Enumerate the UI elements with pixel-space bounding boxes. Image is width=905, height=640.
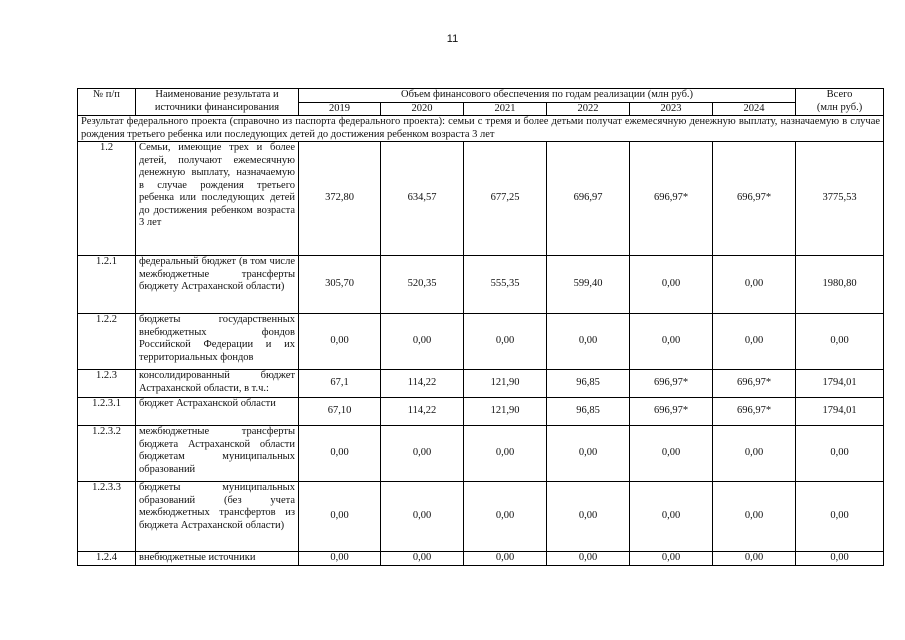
row-number: 1.2 <box>78 142 136 256</box>
row-number: 1.2.1 <box>78 256 136 314</box>
value-cell: 114,22 <box>381 370 464 398</box>
table-row <box>78 370 884 398</box>
row-number: 1.2.4 <box>78 552 136 566</box>
header-year: 2019 <box>299 102 381 116</box>
value-cell: 696,97 <box>547 142 630 256</box>
row-name: бюджеты муниципальных образований (без учета межбюджетных трансфертов из бюджета Астраханской области) <box>136 482 299 552</box>
header-total-line2: (млн руб.) <box>816 101 863 113</box>
value-cell: 0,00 <box>299 552 381 566</box>
value-cell: 0,00 <box>547 482 630 552</box>
total-cell: 0,00 <box>796 426 884 482</box>
value-cell: 96,85 <box>547 370 630 398</box>
value-cell: 0,00 <box>713 482 796 552</box>
header-year: 2022 <box>547 102 630 116</box>
value-cell: 121,90 <box>464 398 547 426</box>
value-cell: 0,00 <box>713 256 796 314</box>
page-number: 11 <box>446 33 459 45</box>
header-total <box>796 89 884 116</box>
header-year: 2023 <box>630 102 713 116</box>
value-cell: 520,35 <box>381 256 464 314</box>
value-cell: 0,00 <box>381 482 464 552</box>
value-cell: 696,97* <box>630 142 713 256</box>
value-cell: 696,97* <box>630 370 713 398</box>
total-cell: 0,00 <box>796 482 884 552</box>
value-cell: 0,00 <box>713 426 796 482</box>
header-total-line1: Всего <box>826 89 853 100</box>
table-row <box>78 256 884 314</box>
value-cell: 677,25 <box>464 142 547 256</box>
table-row <box>78 482 884 552</box>
row-name: бюджеты государственных внебюджетных фондов Российской Федерации и их территориальных фондов <box>136 314 299 370</box>
value-cell: 0,00 <box>299 426 381 482</box>
header-years-group: Объем финансового обеспечения по годам реализации (млн руб.) <box>299 89 796 103</box>
table-row <box>78 314 884 370</box>
value-cell: 0,00 <box>630 552 713 566</box>
value-cell: 0,00 <box>381 426 464 482</box>
row-name: межбюджетные трансферты бюджета Астраханской области бюджетам муниципальных образований <box>136 426 299 482</box>
value-cell: 599,40 <box>547 256 630 314</box>
header-num: № п/п <box>78 89 136 116</box>
total-cell: 3775,53 <box>796 142 884 256</box>
value-cell: 0,00 <box>630 482 713 552</box>
value-cell: 114,22 <box>381 398 464 426</box>
value-cell: 305,70 <box>299 256 381 314</box>
row-name: федеральный бюджет (в том числе межбюджетные трансферты бюджету Астраханской области) <box>136 256 299 314</box>
total-cell: 0,00 <box>796 314 884 370</box>
value-cell: 121,90 <box>464 370 547 398</box>
row-number: 1.2.3.1 <box>78 398 136 426</box>
value-cell: 696,97* <box>713 142 796 256</box>
value-cell: 0,00 <box>464 426 547 482</box>
value-cell: 0,00 <box>464 552 547 566</box>
value-cell: 696,97* <box>713 398 796 426</box>
header-name-line2: источники финансирования <box>154 101 280 113</box>
value-cell: 696,97* <box>630 398 713 426</box>
value-cell: 0,00 <box>464 314 547 370</box>
total-cell: 1980,80 <box>796 256 884 314</box>
row-number: 1.2.2 <box>78 314 136 370</box>
value-cell: 0,00 <box>299 314 381 370</box>
value-cell: 96,85 <box>547 398 630 426</box>
value-cell: 0,00 <box>547 426 630 482</box>
value-cell: 555,35 <box>464 256 547 314</box>
header-year: 2020 <box>381 102 464 116</box>
total-cell: 1794,01 <box>796 398 884 426</box>
total-cell: 0,00 <box>796 552 884 566</box>
row-number: 1.2.3.3 <box>78 482 136 552</box>
row-name: внебюджетные источники <box>136 552 299 566</box>
table-row <box>78 552 884 566</box>
financing-table <box>77 88 884 566</box>
row-name: Семьи, имеющие трех и более детей, получают ежемесячную денежную выплату, назначаемую в случае рождения третьего ребенка или последующих детей до достижения ребенком возраста 3 лет <box>136 142 299 256</box>
value-cell: 0,00 <box>630 256 713 314</box>
value-cell: 0,00 <box>630 426 713 482</box>
value-cell: 634,57 <box>381 142 464 256</box>
result-description: Результат федерального проекта (справочно из паспорта федерального проекта): семьи с тремя и более детьми получат ежемесячную денежную выплату, назначаемую в случае рождения третьего ребенка или последующих детей до достижения ребенком возраста 3 лет <box>78 116 884 142</box>
value-cell: 0,00 <box>381 314 464 370</box>
row-name: консолидированный бюджет Астраханской области, в т.ч.: <box>136 370 299 398</box>
total-cell: 1794,01 <box>796 370 884 398</box>
header-year: 2024 <box>713 102 796 116</box>
header-name-line1: Наименование результата и <box>155 89 279 100</box>
table-row <box>78 426 884 482</box>
value-cell: 67,10 <box>299 398 381 426</box>
row-number: 1.2.3.2 <box>78 426 136 482</box>
value-cell: 0,00 <box>713 552 796 566</box>
value-cell: 0,00 <box>299 482 381 552</box>
value-cell: 0,00 <box>547 314 630 370</box>
value-cell: 0,00 <box>547 552 630 566</box>
row-name: бюджет Астраханской области <box>136 398 299 426</box>
value-cell: 67,1 <box>299 370 381 398</box>
table-row <box>78 398 884 426</box>
value-cell: 0,00 <box>713 314 796 370</box>
value-cell: 0,00 <box>381 552 464 566</box>
header-year: 2021 <box>464 102 547 116</box>
table-row <box>78 142 884 256</box>
value-cell: 372,80 <box>299 142 381 256</box>
row-number: 1.2.3 <box>78 370 136 398</box>
value-cell: 0,00 <box>464 482 547 552</box>
value-cell: 0,00 <box>630 314 713 370</box>
header-name <box>136 89 299 116</box>
value-cell: 696,97* <box>713 370 796 398</box>
